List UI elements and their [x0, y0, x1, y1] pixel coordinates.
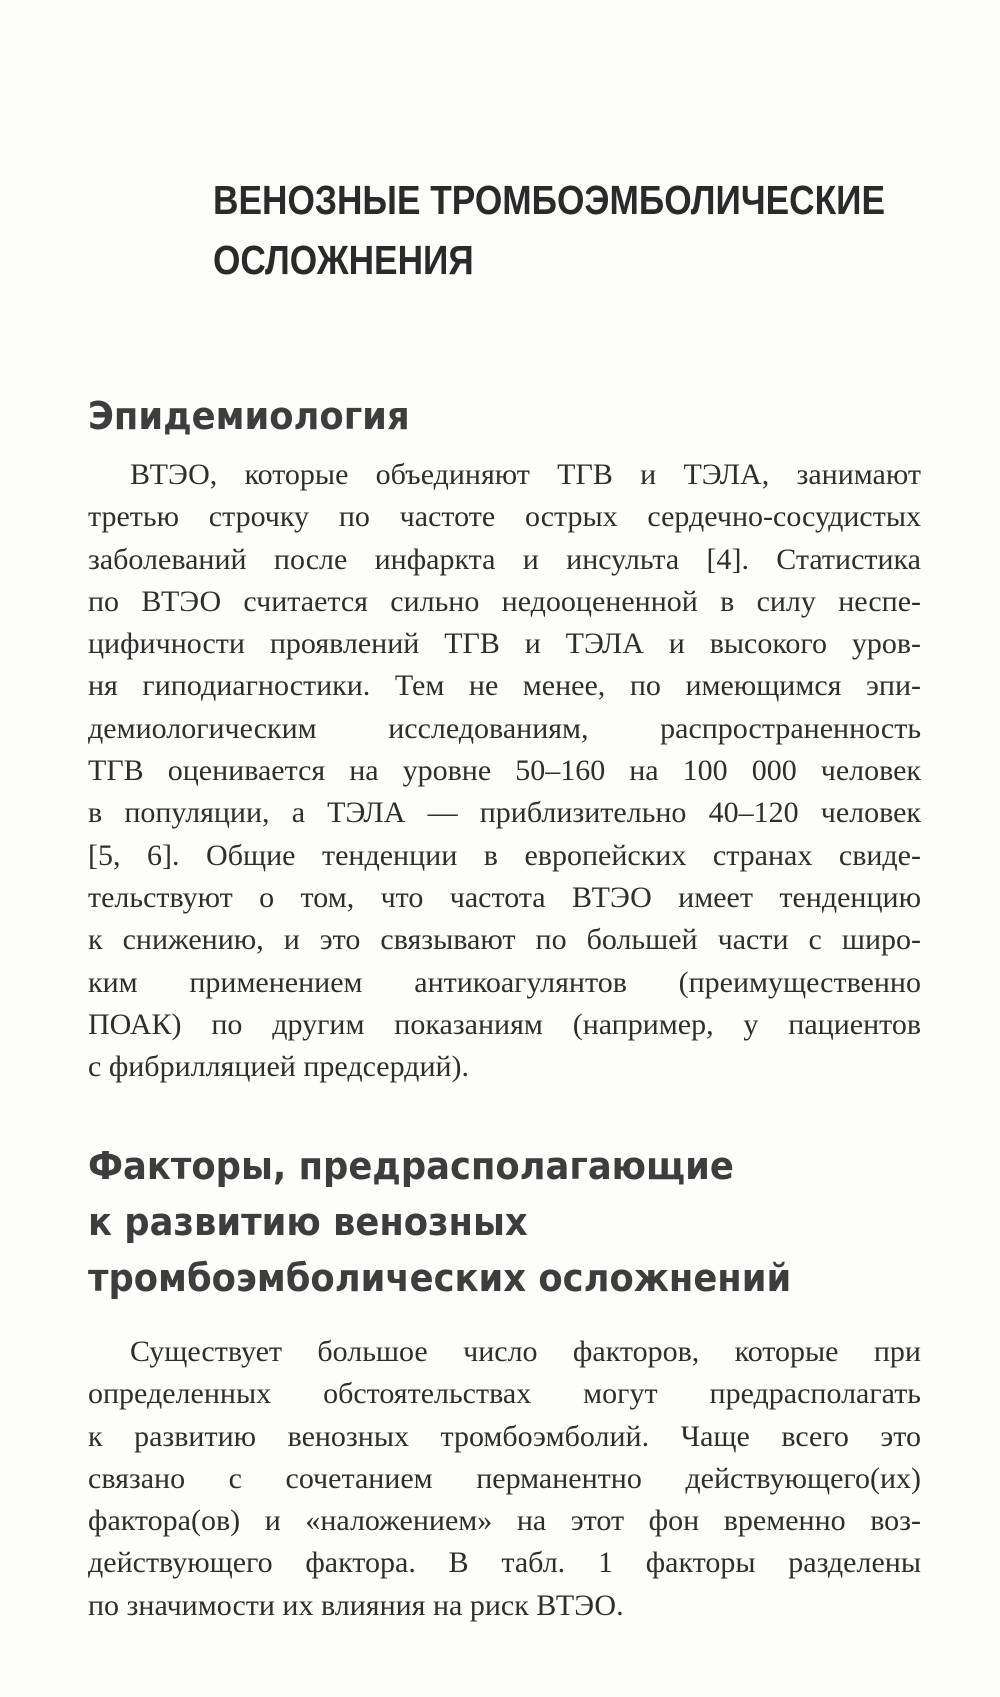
section-heading-epidemiology: [88, 388, 410, 444]
paragraph-line: по ВТЭО считается сильно недооцененной в силу неспе-: [88, 584, 921, 618]
paragraph-line: третью строчку по частоте острых сердечно-сосудистых: [88, 500, 921, 534]
chapter-title: [213, 170, 885, 290]
paragraph-line: к развитию венозных тромбоэмболий. Чаще всего это: [88, 1419, 921, 1453]
paragraph-line: в популяции, а ТЭЛА — приблизительно 40–120 человек: [88, 796, 921, 830]
paragraph-line: ВТЭО, которые объединяют ТГВ и ТЭЛА, занимают: [130, 458, 921, 491]
chapter-title-line: ОСЛОЖНЕНИЯ: [213, 237, 474, 283]
paragraph-risk-factors: [88, 1331, 921, 1627]
paragraph-epidemiology: [88, 454, 921, 1088]
section-heading-line: Эпидемиология: [88, 394, 410, 438]
paragraph-line: фактора(ов) и «наложением» на этот фон временно воз-: [88, 1504, 921, 1538]
paragraph-line: ТГВ оценивается на уровне 50–160 на 100 000 человек: [88, 754, 921, 788]
section-heading-line: тромбоэмболических осложнений: [88, 1256, 792, 1300]
paragraph-line: с фибрилляцией предсердий).: [88, 1050, 470, 1084]
paragraph-line: тельствуют о том, что частота ВТЭО имеет тенденцию: [88, 880, 921, 914]
chapter-title-line: ВЕНОЗНЫЕ ТРОМБОЭМБОЛИЧЕСКИЕ: [213, 177, 885, 223]
paragraph-line: Существует большое число факторов, которые при: [130, 1335, 921, 1368]
paragraph-line: связано с сочетанием перманентно действующего(их): [88, 1461, 921, 1495]
paragraph-line: заболеваний после инфаркта и инсульта [4]. Статистика: [88, 542, 921, 576]
paragraph-line: к снижению, и это связывают по большей части с широ-: [88, 923, 921, 957]
section-heading-risk-factors: [88, 1138, 791, 1306]
paragraph-line: ким применением антикоагулянтов (преимущественно: [88, 965, 921, 999]
paragraph-line: ня гиподиагностики. Тем не менее, по имеющимся эпи-: [88, 669, 921, 703]
section-heading-line: к развитию венозных: [88, 1200, 528, 1244]
paragraph-line: демиологическим исследованиям, распространенность: [88, 711, 921, 745]
section-heading-line: Факторы, предрасполагающие: [88, 1144, 734, 1188]
paragraph-line: ПОАК) по другим показаниям (например, у пациентов: [88, 1007, 921, 1041]
paragraph-line: цифичности проявлений ТГВ и ТЭЛА и высокого уров-: [88, 627, 921, 661]
paragraph-line: [5, 6]. Общие тенденции в европейских странах свиде-: [88, 838, 921, 872]
paragraph-line: определенных обстоятельствах могут предрасполагать: [88, 1377, 921, 1411]
paragraph-line: действующего фактора. В табл. 1 факторы разделены: [88, 1546, 921, 1580]
paragraph-line: по значимости их влияния на риск ВТЭО.: [88, 1588, 624, 1622]
